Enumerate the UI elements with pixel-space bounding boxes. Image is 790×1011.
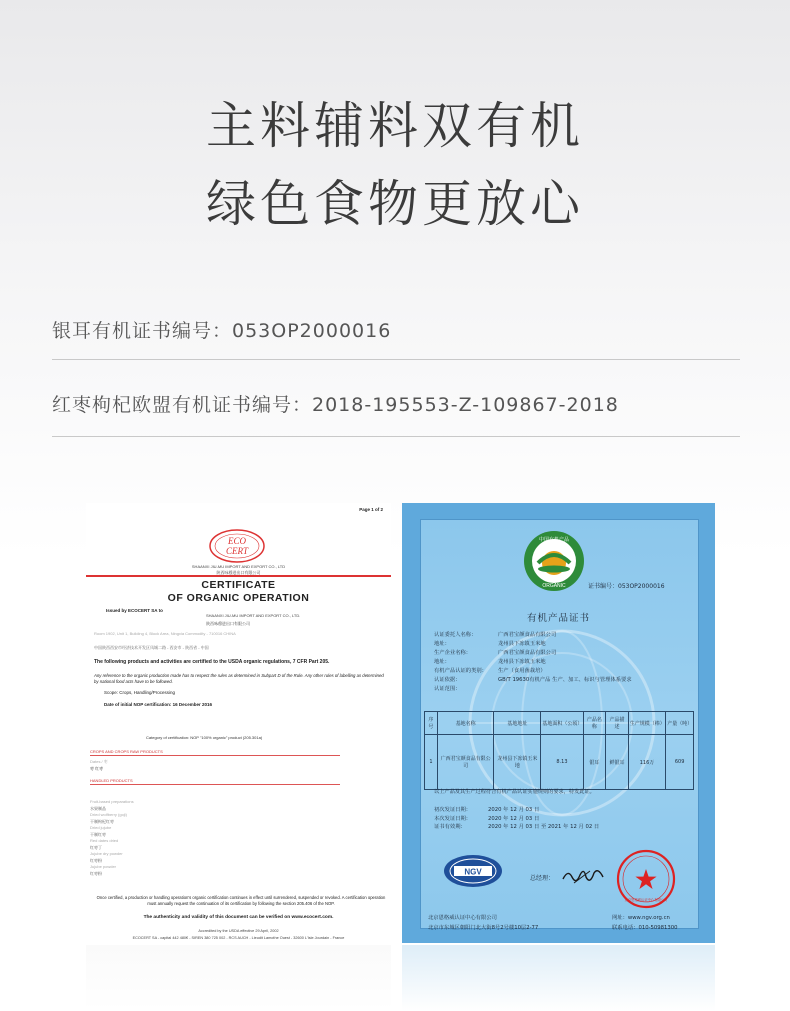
page-number: Page 1 of 2	[359, 507, 383, 512]
italic-statement: Any reference to the organic production made has to respect the rules as determined in Subpart D of the Rule. Any other rules of labelling as determined by national food acts have to be followed.	[94, 673, 384, 684]
authenticity-statement: The authenticity and validity of this document can be verified on www.ecocert.com.	[143, 915, 334, 920]
table-cell: 116万	[628, 735, 665, 790]
certification-note: 以上产品及其生产过程符合有机产品认证实施规则的要求，特发此证。	[434, 789, 595, 795]
usda-statement: The following products and activities are certified to the USDA organic regulations, 7 CFR Part 205.	[94, 659, 330, 665]
table-header: 序号	[425, 712, 438, 735]
product-item: Jujube powder	[90, 864, 117, 869]
product-item: 红枣粉	[90, 857, 102, 863]
svg-text:ORGANIC: ORGANIC	[542, 583, 566, 589]
table-cell: 609	[666, 735, 694, 790]
china-organic-seal-icon	[522, 529, 586, 593]
date-row: 证书有效期： 2020 年 12 月 03 日 至 2021 年 12 月 02 日	[434, 824, 600, 830]
svg-text:NGV: NGV	[464, 867, 482, 877]
certificate-number: 证书编号：053OP2000016	[588, 583, 665, 590]
category-of-certification: Category of certification: NOP "100% organic" product (205.301a)	[146, 735, 263, 740]
issuing-organization: 北京恩格威认证中心有限公司	[428, 915, 497, 921]
ngv-logo-icon	[442, 853, 504, 889]
header-company-en: SHAANXI JIU-MU IMPORT AND EXPORT CO., LTD	[191, 564, 286, 569]
tremella-cert-number: 银耳有机证书编号：053OP2000016	[52, 320, 392, 342]
certificate-title: 有机产品证书	[526, 613, 590, 624]
company-name-en: SHAANXI JIU-MU IMPORT AND EXPORT CO., LTD.	[206, 613, 301, 618]
hero-title-line-2: 绿色食物更放心	[206, 175, 584, 233]
table-header: 产品描述	[606, 712, 629, 735]
company-address: Room 1902, Unit 1, Building 4, Block Area, Ningxia Commodity - 710016 CHINA	[94, 631, 236, 636]
certificate-dates	[434, 806, 694, 832]
field-row: 有机产品认证的类别： 生产（食用菌栽培）	[434, 668, 546, 674]
table-cell: 1	[425, 735, 438, 790]
header-company-cn: 陕西咏穆进出口有限公司	[216, 570, 261, 575]
certification-scope-table	[424, 711, 694, 790]
date-initial-certification: Date of initial NOP certification: 16 December 2016	[104, 702, 212, 707]
ngv-organic-certificate-image	[402, 503, 715, 943]
product-item: Red dates dried	[90, 838, 119, 843]
table-row	[425, 735, 694, 790]
date-row: 本次发证日期： 2020 年 12 月 03 日	[434, 815, 540, 822]
ngv-reflection	[402, 945, 715, 1011]
field-row: 认证范围：	[434, 686, 461, 692]
company-name-cn: 陕西咏穆进出口有限公司	[206, 621, 250, 626]
table-header: 产量（吨）	[666, 712, 694, 735]
crop-item: Dates / 枣	[90, 759, 108, 764]
signature	[560, 863, 606, 889]
product-item: Jujube dry powder	[90, 851, 123, 856]
svg-text:中国有机产品: 中国有机产品	[538, 537, 570, 543]
scope: Scope: Crops, Handling/Processing	[104, 690, 176, 695]
table-cell: 龙州县下冻镇玉米地	[494, 735, 541, 790]
svg-text:ECO: ECO	[228, 536, 246, 546]
product-item: 干制红枣	[90, 831, 106, 837]
crop-item: 枣 红枣	[90, 766, 104, 771]
table-header: 基地地址	[494, 712, 541, 735]
organization-phone: 联系电话：010-50981300	[612, 925, 678, 931]
section-rule	[90, 784, 340, 785]
date-row: 初次发证日期： 2020 年 12 月 03 日	[434, 807, 540, 813]
table-header: 产品名称	[583, 712, 606, 735]
divider	[52, 436, 740, 437]
table-cell: 银耳	[583, 735, 606, 790]
field-row: 生产企业名称： 广西君宝颜食品有限公司	[434, 650, 557, 656]
jujube-goji-cert-number: 红枣枸杞欧盟有机证书编号：2018-195553-Z-109867-2018	[52, 394, 619, 416]
continuation-statement: Once certified, a production or handling operation's organic certification continues in effect until surrendered, suspended or revoked. A certification operation must annually request the continuation of its certification by following the section 205.406 of the NOP.	[96, 895, 386, 906]
divider	[52, 359, 740, 360]
section-rule	[90, 755, 340, 756]
ecocert-reflection	[86, 945, 391, 1011]
product-item: Fruit-based preparations	[90, 799, 134, 804]
section-handled-title: HANDLED PRODUCTS	[90, 778, 133, 783]
organization-website: 网址：www.ngv.org.cn	[612, 915, 670, 921]
product-item: 红枣粉	[90, 870, 102, 876]
issued-by: Issued by ECOCERT SA to	[106, 608, 163, 613]
official-red-stamp	[614, 847, 678, 911]
table-header: 生产规模（棒）	[628, 712, 665, 735]
field-row: 地址： 龙州县下冻镇玉米地	[434, 641, 546, 647]
ecocert-logo	[207, 527, 267, 565]
field-row: 认证委托人名称： 广西君宝颜食品有限公司	[434, 632, 557, 638]
organization-address: 北京市东城区朝阳门北大街8号2号楼10层2-77	[428, 925, 539, 931]
certificate-title: CERTIFICATE	[201, 579, 276, 591]
accreditation: Accredited by the USDA effective 29 April, 2002	[198, 929, 279, 933]
field-row: 认证依据： GB/T 19630有机产品 生产、加工、标识与管理体系要求	[434, 677, 632, 683]
product-item: 干制枸杞红枣	[90, 818, 114, 824]
product-item: 水果制品	[90, 805, 106, 811]
table-header: 基地面积（公顷）	[541, 712, 583, 735]
product-item: Dried wolfberry (goji)	[90, 812, 127, 817]
product-item: 红枣丁	[90, 844, 102, 850]
field-row: 地址： 龙州县下冻镇玉米地	[434, 659, 546, 665]
hero-title-line-1: 主料辅料双有机	[206, 97, 584, 155]
table-cell: 鲜银耳	[606, 735, 629, 790]
svg-text:CERT: CERT	[225, 546, 249, 556]
ecocert-footer: ECOCERT SA - capital 442 480€ - SIREN 380 725 002 - RCS AUCH - Lieudit Lamothe Ouest - 32600 L'Isle Jourdain - France	[132, 936, 345, 940]
table-cell: 8.13	[541, 735, 583, 790]
company-address-cn: 中国陕西西安市经济技术开发区凤城二路 - 西安市 - 陕西省 - 中国	[94, 645, 209, 650]
svg-text:北京恩格威认证中心有限公司: 北京恩格威认证中心有限公司	[624, 898, 668, 902]
product-item: Dried jujube	[90, 825, 112, 830]
handled-products-list	[90, 799, 290, 877]
table-cell: 广西君宝颜食品有限公司	[437, 735, 494, 790]
red-rule	[86, 575, 391, 577]
general-manager-label: 总经理：	[530, 875, 555, 882]
ecocert-certificate-image	[86, 503, 391, 943]
certificate-subtitle: OF ORGANIC OPERATION	[167, 592, 310, 604]
section-crops-title: CROPS AND CROPS RAW PRODUCTS	[90, 749, 163, 754]
table-header: 基地名称	[437, 712, 494, 735]
